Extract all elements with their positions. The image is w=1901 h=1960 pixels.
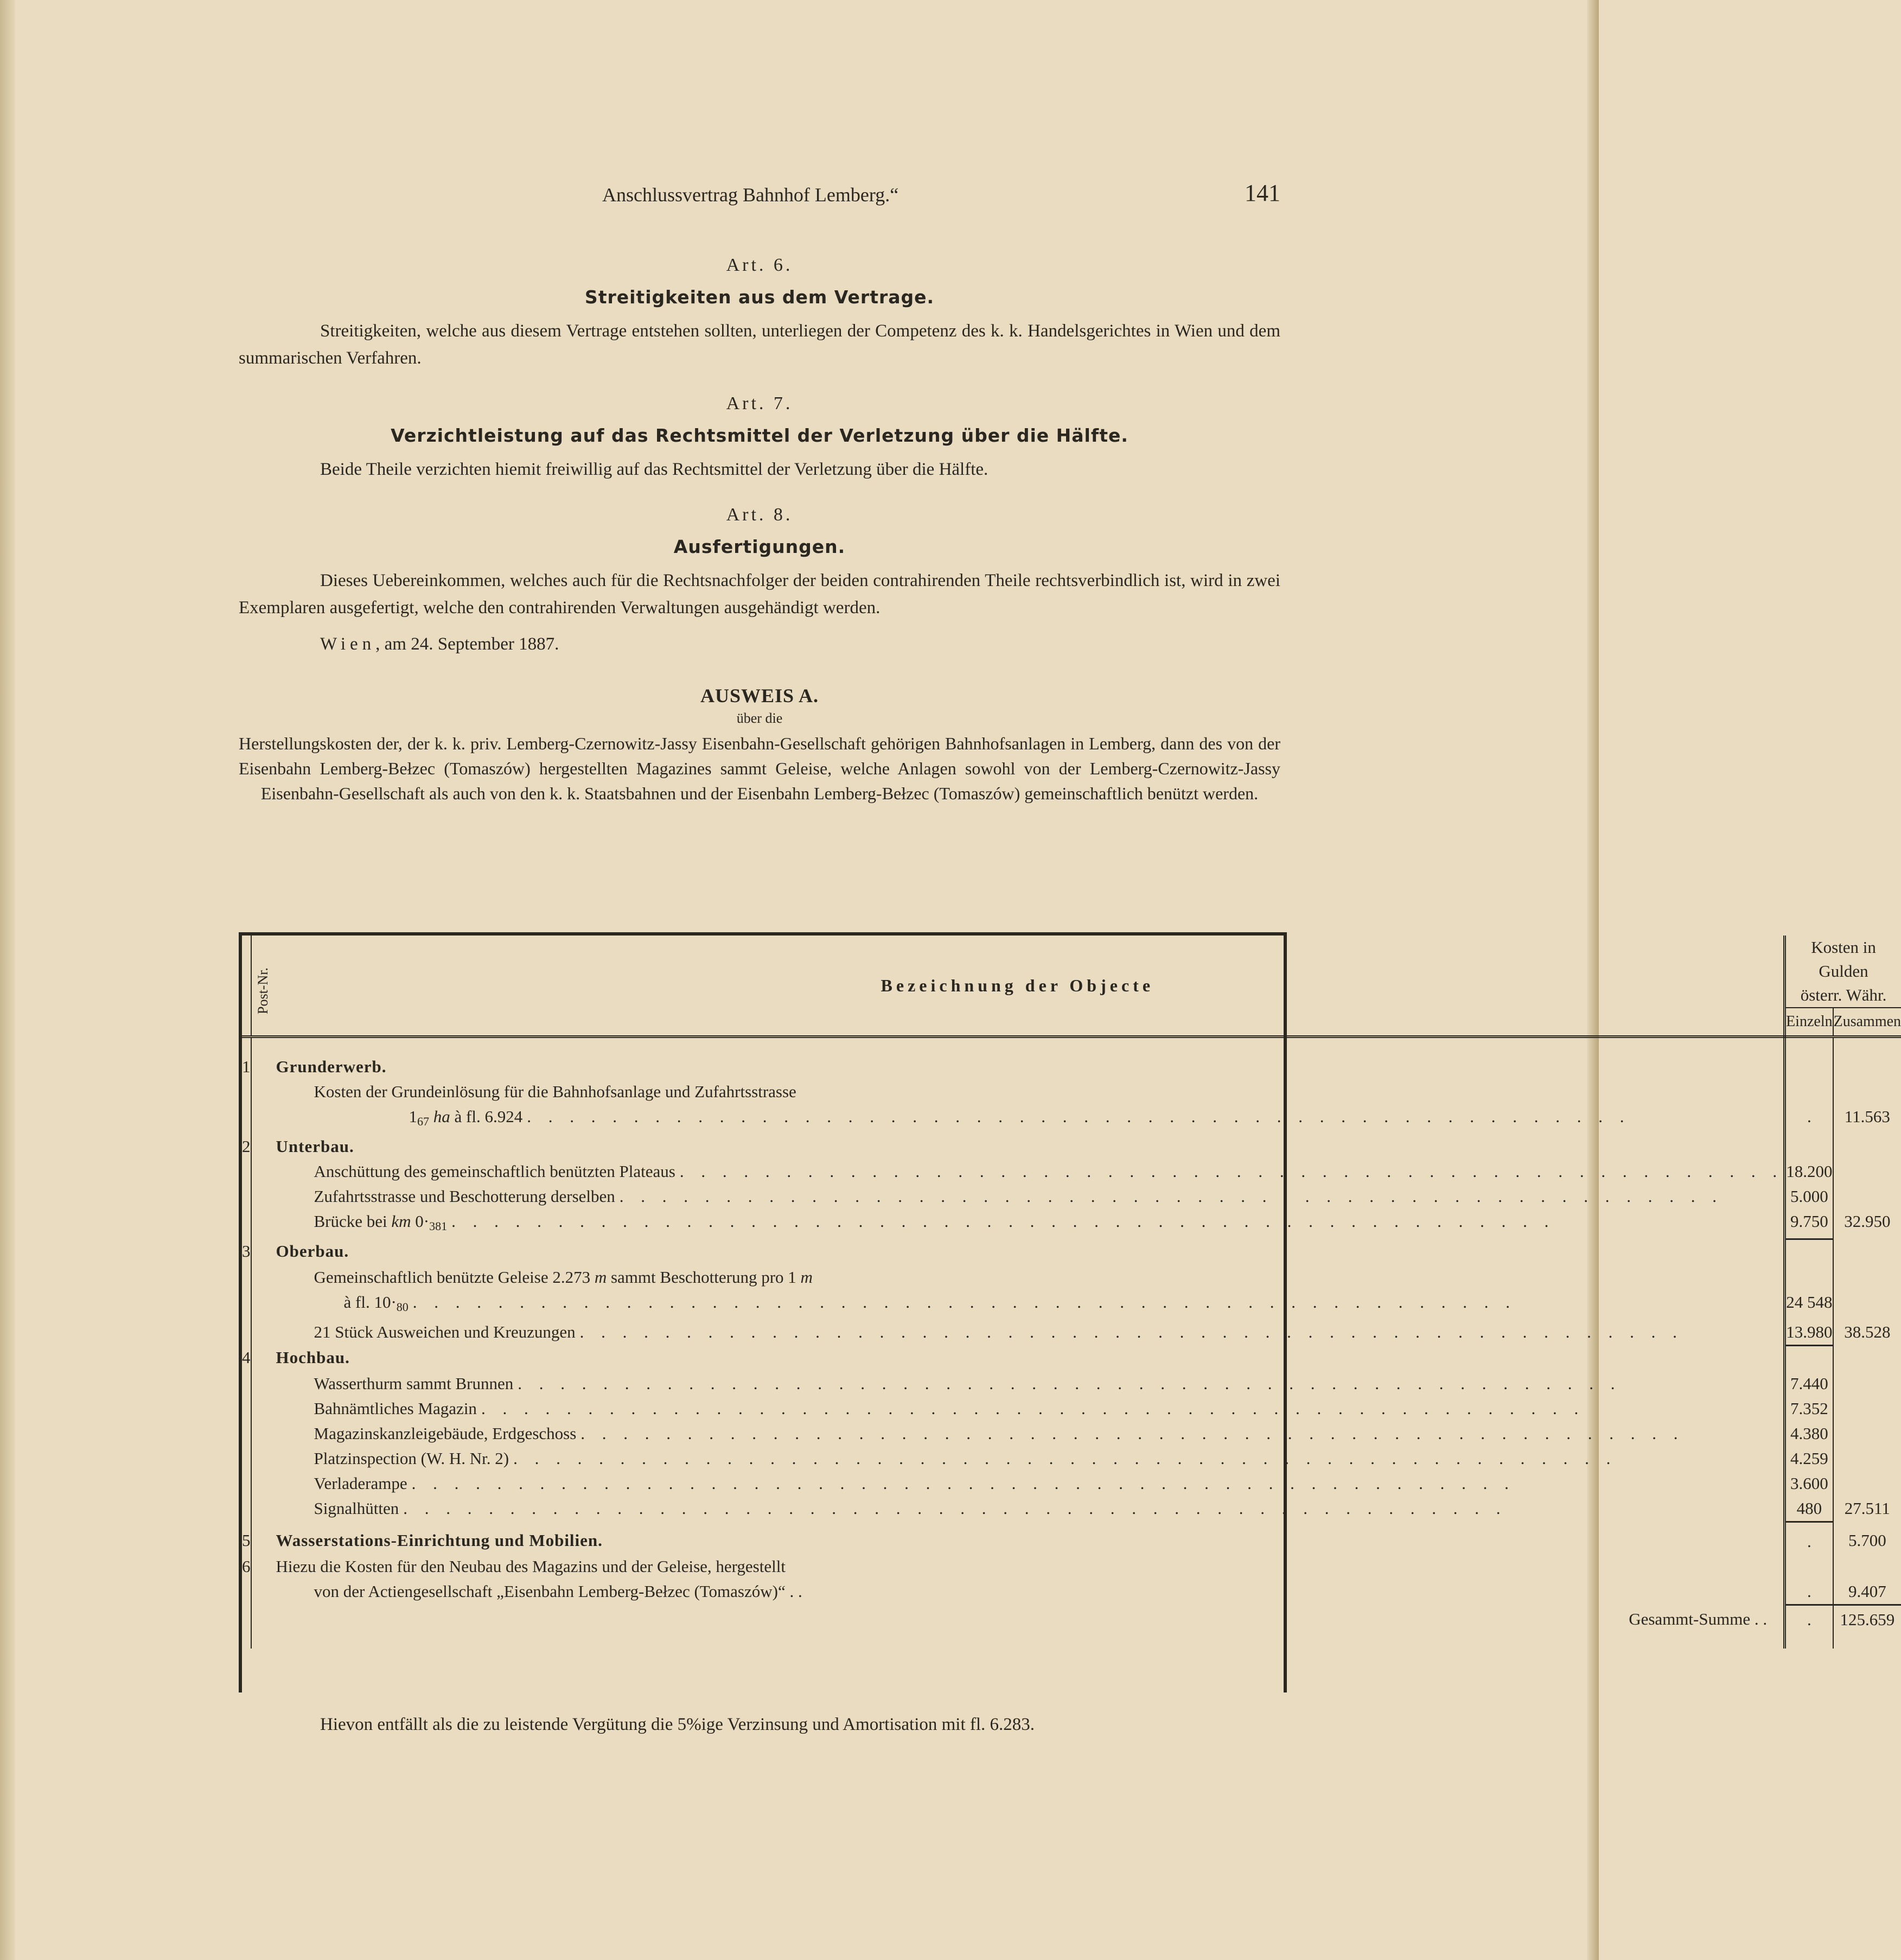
item-description: Hiezu die Kosten für den Neubau des Magazins und der Geleise, hergestellt (251, 1554, 1785, 1579)
page-number: 141 (1245, 180, 1280, 206)
article-8-label: Art. 8. (726, 505, 793, 525)
group-title: Unterbau. (251, 1134, 1785, 1159)
running-head (239, 179, 1280, 217)
total-zusammen: 125.659 (1840, 1610, 1895, 1629)
table-row (242, 1446, 1901, 1471)
group-title: Oberbau. (251, 1239, 1785, 1265)
post-number: 5 (242, 1522, 251, 1554)
header-post-nr: Post-Nr. (242, 936, 251, 1037)
item-description: Kosten der Grundeinlösung für die Bahnhofsanlage und Zufahrtsstrasse (251, 1079, 1785, 1104)
einzeln-value: 4.259 (1785, 1446, 1833, 1471)
total-einzeln: . (1785, 1605, 1833, 1649)
table-row (242, 1471, 1901, 1496)
article-7-label: Art. 7. (726, 393, 793, 413)
einzeln-value: 13.980 (1785, 1320, 1833, 1346)
total-label: Gesammt-Summe . . (251, 1605, 1785, 1649)
annex-description: Herstellungskosten der, der k. k. priv. Lemberg-Czernowitz-Jassy Eisenbahn-Gesellschaft gehörigen Bahnhofsanlagen in Lemberg, dann des von der Eisenbahn Lemberg-Bełzec (Tomaszów) hergestellten Magazines sammt Geleise, welche Anlagen sowohl von der Lemberg-Czernowitz-Jassy Eisenbahn-Gesellschaft als auch von den k. k. Staatsbahnen und der Eisenbahn Lemberg-Bełzec (Tomaszów) gemeinschaftlich benützt werden. (239, 734, 1280, 803)
table-row (242, 1079, 1901, 1104)
zusammen-value: 9.407 (1833, 1579, 1901, 1605)
header-kosten (1785, 936, 1901, 1008)
table-header-row-1 (242, 936, 1901, 1008)
post-number: 3 (242, 1239, 251, 1265)
einzeln-value: . (1785, 1579, 1833, 1605)
einzeln-value: 7.352 (1785, 1396, 1833, 1421)
table-row (242, 1239, 1901, 1265)
einzeln-value: . (1785, 1104, 1833, 1134)
header-kosten-line2: österr. Währ. (1800, 985, 1887, 1004)
table-row (242, 1421, 1901, 1446)
cost-table-frame (239, 932, 1901, 1692)
table-row (242, 1496, 1901, 1522)
table-row (242, 1554, 1901, 1579)
item-description: Brücke bei km 0·381 (314, 1212, 448, 1233)
date-place: Wien (320, 634, 376, 654)
group-title: Wasserstations-Einrichtung und Mobilien. (251, 1522, 1785, 1554)
date-line (239, 634, 1280, 654)
table-row (242, 1209, 1901, 1239)
footnote: Hievon entfällt als die zu leistende Vergütung die 5%ige Verzinsung und Amortisation mit fl. 6.283. (320, 1715, 1035, 1734)
article-8-text: Dieses Uebereinkommen, welches auch für die Rechtsnachfolger der beiden contrahirenden Theile rechtsverbindlich ist, wird in zwei Exemplaren ausgefertigt, welche den contrahirenden Verwaltungen ausgehändigt werden. (239, 571, 1280, 618)
group-title: Hochbau. (251, 1345, 1785, 1371)
table-row (242, 1522, 1901, 1554)
einzeln-value: 24 548 (1785, 1290, 1833, 1320)
item-description: Platzinspection (W. H. Nr. 2) (314, 1448, 509, 1468)
post-number: 6 (242, 1554, 251, 1579)
total-row (242, 1605, 1901, 1649)
zusammen-value: 5.700 (1848, 1531, 1886, 1550)
item-description: Bahnämtliches Magazin (314, 1398, 477, 1418)
annex-title: AUSWEIS A. (700, 685, 819, 707)
table-row (242, 1104, 1901, 1134)
table-row (242, 1134, 1901, 1159)
table-row (242, 1320, 1901, 1346)
item-description: Magazinskanzleigebäude, Erdgeschoss (314, 1423, 577, 1443)
item-description: 21 Stück Ausweichen und Kreuzungen (314, 1322, 576, 1341)
running-head-title: Anschlussvertrag Bahnhof Lemberg.“ (602, 184, 899, 206)
annex-subtitle: über die (736, 710, 783, 726)
table-row (242, 1290, 1901, 1320)
item-description: Wasserthurm sammt Brunnen (314, 1373, 514, 1393)
post-number: 4 (242, 1345, 251, 1371)
article-6-text: Streitigkeiten, welche aus diesem Vertrage entstehen sollten, unterliegen der Competenz des k. k. Handelsgerichtes in Wien und dem summarischen Verfahren. (239, 321, 1280, 368)
page-body (239, 179, 1280, 806)
table-row (242, 1579, 1901, 1605)
header-zusammen: Zusammen (1833, 1008, 1901, 1037)
item-description: von der Actiengesellschaft „Eisenbahn Lemberg-Bełzec (Tomaszów)“ . . (251, 1579, 1785, 1605)
table-row (242, 1345, 1901, 1371)
article-6-heading: Streitigkeiten aus dem Vertrage. (584, 287, 935, 308)
item-description: Zufahrtsstrasse und Beschotterung derselben (314, 1187, 615, 1206)
einzeln-value: 18.200 (1785, 1159, 1833, 1184)
header-einzeln: Einzeln (1785, 1008, 1833, 1037)
zusammen-value: 27.511 (1844, 1498, 1890, 1518)
einzeln-value: 9.750 (1785, 1209, 1833, 1239)
article-7-text: Beide Theile verzichten hiemit freiwillig auf das Rechtsmittel der Verletzung über die Hälfte. (320, 460, 988, 479)
post-number: 1 (242, 1054, 251, 1079)
header-bezeichnung: Bezeichnung der Objecte (251, 936, 1785, 1037)
table-row (242, 1184, 1901, 1209)
zusammen-value: 11.563 (1844, 1107, 1890, 1126)
einzeln-value: 3.600 (1785, 1471, 1833, 1496)
article-6-label: Art. 6. (726, 255, 793, 275)
einzeln-value: 4.380 (1785, 1421, 1833, 1446)
item-description: 167 ha à fl. 6.924 (409, 1107, 523, 1128)
header-kosten-line1: Kosten in Gulden (1811, 938, 1876, 981)
article-8-heading: Ausfertigungen. (673, 536, 846, 557)
einzeln-value: 7.440 (1785, 1371, 1833, 1396)
table-row (242, 1159, 1901, 1184)
einzeln-value: 480 (1785, 1496, 1833, 1522)
cost-table (242, 936, 1901, 1649)
table-row (242, 1396, 1901, 1421)
post-number: 2 (242, 1134, 251, 1159)
einzeln-value: 5.000 (1785, 1184, 1833, 1209)
einzeln-value: . (1785, 1522, 1833, 1554)
group-title: Grunderwerb. (251, 1054, 1785, 1079)
article-7-heading: Verzichtleistung auf das Rechtsmittel der Verletzung über die Hälfte. (391, 425, 1128, 446)
table-row (242, 1054, 1901, 1079)
item-description: à fl. 10·80 (343, 1292, 409, 1314)
item-description: Verladerampe (314, 1473, 407, 1493)
zusammen-value: 38.528 (1844, 1322, 1891, 1341)
item-description: Signalhütten (314, 1498, 399, 1518)
page-edge-left (0, 0, 15, 1960)
zusammen-value: 32.950 (1844, 1212, 1891, 1231)
table-row (242, 1265, 1901, 1290)
item-description: Gemeinschaftlich benützte Geleise 2.273 m sammt Beschotterung pro 1 m (251, 1265, 1785, 1290)
table-row (242, 1371, 1901, 1396)
date-value: , am 24. September 1887. (375, 634, 559, 654)
item-description: Anschüttung des gemeinschaftlich benützten Plateaus (314, 1162, 675, 1181)
